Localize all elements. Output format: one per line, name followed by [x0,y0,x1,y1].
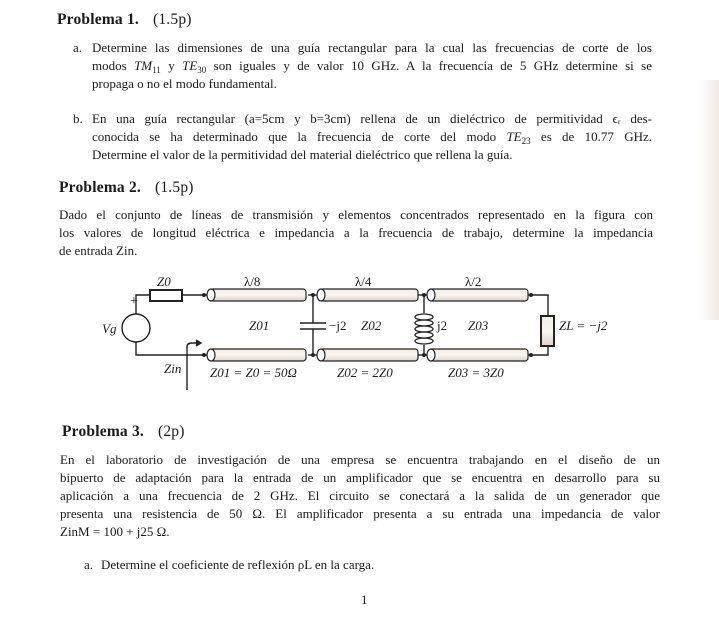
transmission-line-circuit [0,265,719,390]
problem-1-a-line-2: modos $TM_{11}$ y $TE_{30}$ son iguales y de valor 10 GHz. A la frecuencia de 5 GHz determine si se [92,58,653,75]
series-resistor [150,290,182,301]
problem-1-heading [57,11,192,29]
problem-3-points: (2p) [158,423,185,440]
line-2-impedance: Z02 [361,318,382,333]
problem-3-line-3: aplicación a una frecuencia de 2 GHz. El circuito se conectará a la salida de un generador que [60,488,660,503]
capacitor-value: −j2 [329,318,347,333]
problem-1-b-line-3: Determine el valor de la permitividad del material dieléctrico que rellena la guía. [92,147,513,162]
load-impedance [541,316,554,346]
shunt-inductor [415,314,433,344]
line-3-bottom-conductor [427,349,528,361]
line-2-bottom-conductor [317,349,418,361]
problem-1-b-line-2: conocida se ha determinado que la frecuencia de corte del modo $TE_{23}$ es de 10.77 GHz. [92,129,652,146]
load-label: ZL = −j2 [559,318,608,333]
line-2-top-conductor [317,289,418,301]
resistor-label: Z0 [157,274,171,289]
source-label: Vg [102,321,117,336]
line-2-caption: Z02 = 2Z0 [337,365,393,380]
problem-2-heading [59,179,194,197]
problem-2-line-3: de entrada Zin. [59,243,138,258]
line-1-top-conductor [207,289,306,301]
problem-1-item-b-label: b. [73,111,83,126]
problem-2-line-1: Dado el conjunto de líneas de transmisión y elementos concentrados representado en la figura con [59,207,653,222]
problem-3-line-5: ZinM = 100 + j25 Ω. [60,524,170,539]
page-number: 1 [361,592,368,607]
line-3-caption: Z03 = 3Z0 [448,365,504,380]
line-1-length: λ/8 [244,274,261,289]
zin-label: Zin [164,361,182,376]
plus-sign: + [130,294,138,309]
line-3-length: λ/2 [465,274,482,289]
problem-2-points: (1.5p) [155,179,194,196]
problem-3-line-2: bipuerto de adaptación para la entrada de un amplificador que se encuentra en desarrollo para su [60,470,660,485]
voltage-source [122,314,150,342]
problem-3-item-a-text: Determine el coeficiente de reflexión ρL en la carga. [101,557,375,572]
line-1-bottom-conductor [207,349,306,361]
line-1-caption: Z01 = Z0 = 50Ω [210,365,297,380]
line-2-length: λ/4 [355,274,372,289]
problem-3-heading [62,423,185,441]
problem-3-line-4: presenta una resistencia de 50 Ω. El amplificador presenta a su entrada una impedancia de valor [60,506,660,521]
line-3-top-conductor [427,289,528,301]
line-3-impedance: Z03 [468,318,489,333]
problem-3-item-a-label: a. [84,557,94,572]
problem-2-title: Problema 2. [59,179,141,196]
problem-1-item-a-label: a. [73,40,83,55]
problem-3-title: Problema 3. [62,423,144,440]
inductor-value: j2 [437,318,448,333]
problem-2-line-2: los valores de longitud eléctrica e impedancia a la frecuencia de trabajo, determine la impedancia [59,225,653,240]
problem-1-title: Problema 1. [57,11,139,28]
problem-1-b-line-1: En una guía rectangular (a=5cm y b=3cm) rellena de un dieléctrico de permitividad ϵᵣ des- [92,111,652,126]
problem-1-a-line-1: Determine las dimensiones de una guía rectangular para la cual las frecuencias de corte de los [92,40,652,55]
line-1-impedance: Z01 [249,318,270,333]
problem-1-points: (1.5p) [153,11,192,28]
problem-3-line-1: En el laboratorio de investigación de una empresa se encuentra trabajando en el diseño de un [60,452,660,467]
problem-1-a-line-3: propaga o no el modo fundamental. [92,76,277,91]
